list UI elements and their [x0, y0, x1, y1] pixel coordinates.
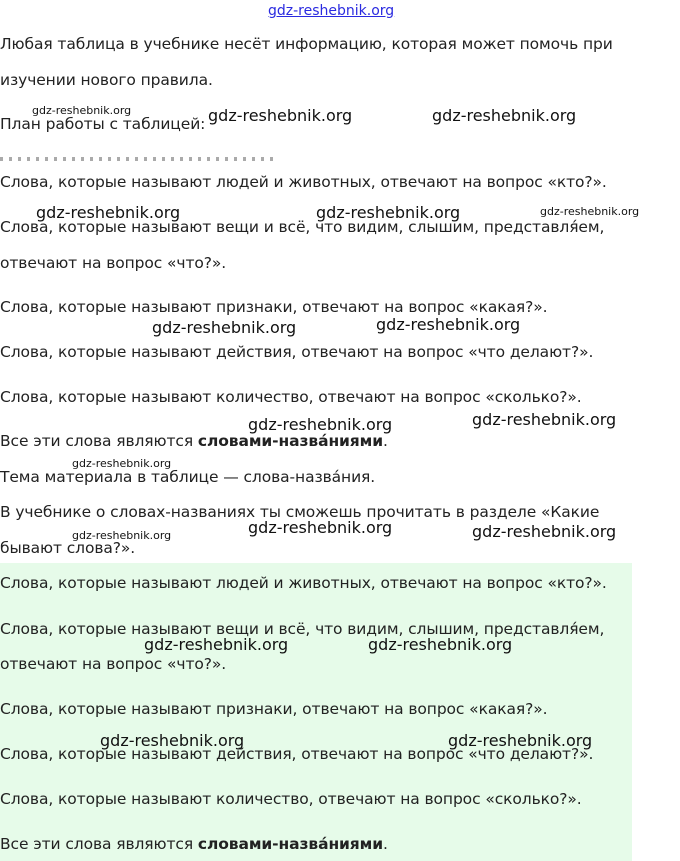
watermark: gdz-reshebnik.org: [472, 410, 617, 429]
intro-line-1: Любая таблица в учебнике несёт информацию, которая может помочь при: [0, 35, 613, 53]
all-prefix: Все эти слова являются: [0, 432, 198, 450]
watermark: gdz-reshebnik.org: [248, 415, 393, 434]
answer-line-who: Слова, которые называют людей и животных, отвечают на вопрос «кто?».: [0, 574, 607, 592]
watermark: gdz-reshebnik.org: [72, 529, 172, 542]
answer-line-which: Слова, которые называют признаки, отвечают на вопрос «какая?».: [0, 700, 548, 718]
textbook-line-1: В учебнике о словах-названиях ты сможешь прочитать в разделе «Какие: [0, 503, 600, 521]
table-line-what-2: отвечают на вопрос «что?».: [0, 254, 227, 272]
table-line-what-1: Слова, которые называют вещи и всё, что видим, слышим, представля́ем,: [0, 218, 605, 236]
answer-line-what-1: Слова, которые называют вещи и всё, что видим, слышим, представля́ем,: [0, 620, 605, 638]
plan-heading: План работы с таблицей:: [0, 115, 206, 133]
answer-all-bold: словами-назва́ниями: [197, 835, 383, 853]
table-line-action: Слова, которые называют действия, отвечают на вопрос «что делают?».: [0, 343, 594, 361]
table-line-which: Слова, которые называют признаки, отвечают на вопрос «какая?».: [0, 298, 548, 316]
watermark: gdz-reshebnik.org: [208, 106, 353, 125]
answer-line-all: [0, 835, 388, 853]
all-suffix: .: [383, 432, 388, 450]
answer-line-action: Слова, которые называют действия, отвечают на вопрос «что делают?».: [0, 745, 594, 763]
watermark: gdz-reshebnik.org: [472, 522, 617, 541]
watermark: gdz-reshebnik.org: [368, 635, 513, 654]
answer-line-count: Слова, которые называют количество, отвечают на вопрос «сколько?».: [0, 790, 582, 808]
watermark: gdz-reshebnik.org: [144, 635, 289, 654]
watermark: gdz-reshebnik.org: [36, 203, 181, 222]
answer-all-prefix: Все эти слова являются: [0, 835, 198, 853]
watermark: gdz-reshebnik.org: [152, 318, 297, 337]
table-line-count: Слова, которые называют количество, отвечают на вопрос «сколько?».: [0, 388, 582, 406]
watermark: gdz-reshebnik.org: [540, 205, 640, 218]
answer-all-suffix: .: [383, 835, 388, 853]
site-link[interactable]: gdz-reshebnik.org: [268, 3, 395, 19]
watermark: gdz-reshebnik.org: [432, 106, 577, 125]
watermark: gdz-reshebnik.org: [32, 104, 132, 117]
table-line-who: Слова, которые называют людей и животных, отвечают на вопрос «кто?».: [0, 173, 607, 191]
watermark: gdz-reshebnik.org: [376, 315, 521, 334]
all-bold: словами-назва́ниями: [197, 432, 383, 450]
watermark: gdz-reshebnik.org: [448, 731, 593, 750]
answer-line-what-2: отвечают на вопрос «что?».: [0, 655, 227, 673]
intro-line-2: изучении нового правила.: [0, 71, 213, 89]
theme-line: Тема материала в таблице — слова-назва́ния.: [0, 468, 376, 486]
watermark: gdz-reshebnik.org: [100, 731, 245, 750]
watermark: gdz-reshebnik.org: [316, 203, 461, 222]
cut-off-line: [0, 157, 276, 161]
watermark: gdz-reshebnik.org: [248, 518, 393, 537]
textbook-line-2: бывают слова?».: [0, 539, 136, 557]
watermark: gdz-reshebnik.org: [72, 457, 172, 470]
table-line-all: [0, 432, 388, 450]
